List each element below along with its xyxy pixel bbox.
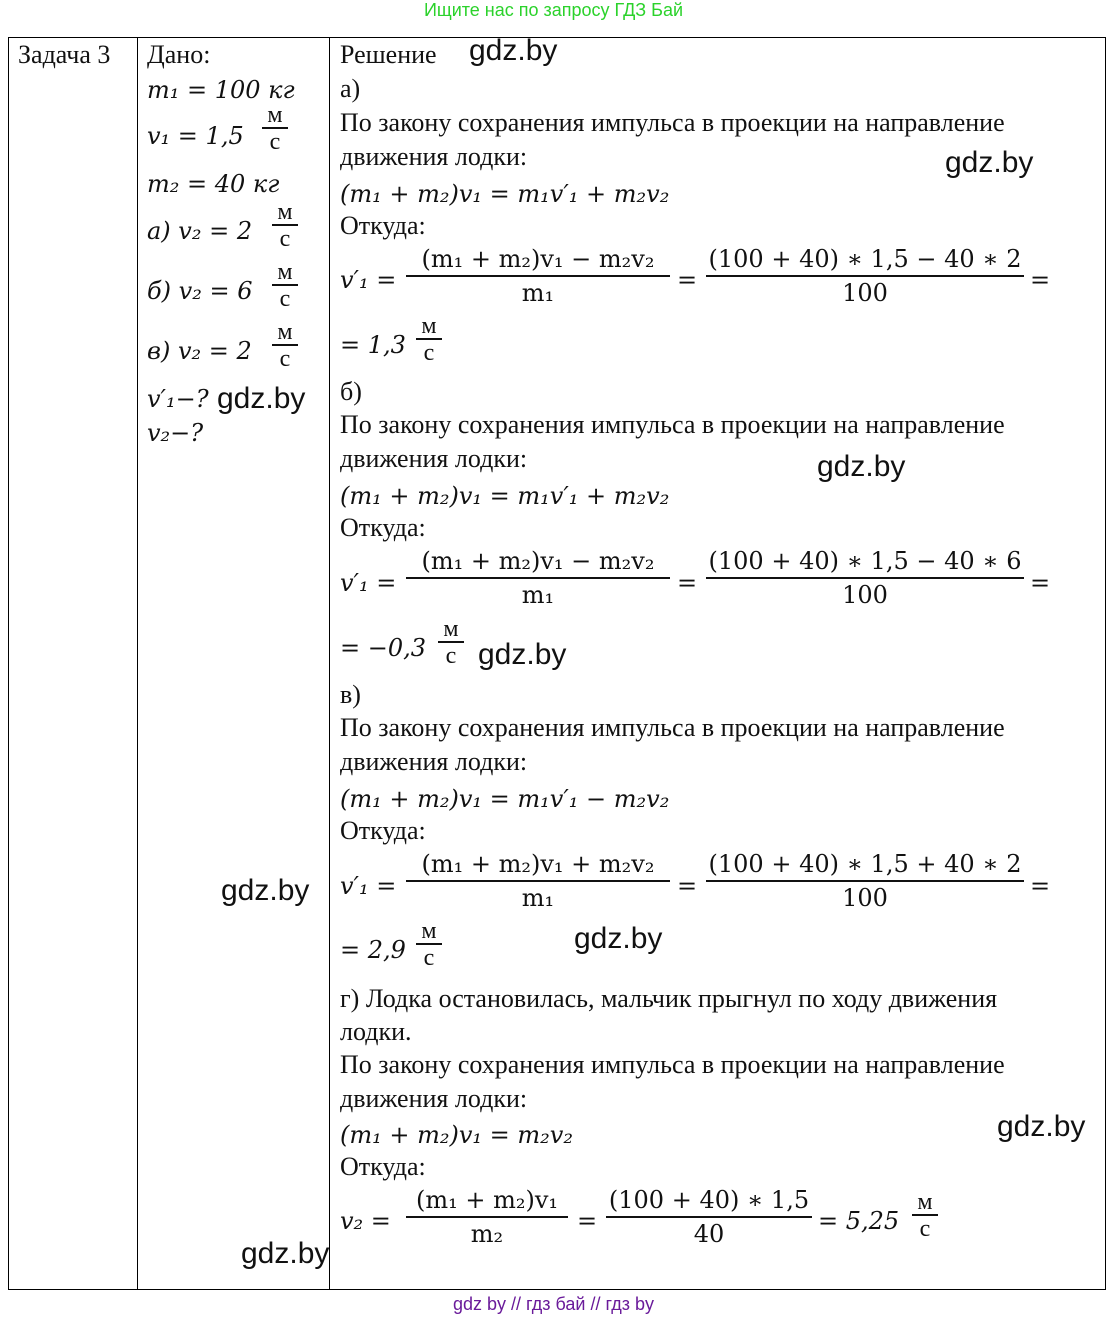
whence-label: Откуда: xyxy=(340,816,426,845)
numeric-fraction: $\frac{(100 + 40) ∗ 1,5 - 40 ∗ 6}{100}$ xyxy=(706,545,1024,611)
unit-fraction: м с xyxy=(272,260,298,312)
momentum-equation: (m₁ + m₂)v₁ = m₁v′₁ + m₂v₂ xyxy=(340,482,670,510)
result-value: = −0,3 xyxy=(340,634,427,662)
given-title: Дано: xyxy=(147,40,211,69)
symbolic-fraction: $\frac{\text{(m₁ + m₂)v₁ − m₂v₂}}{\text{m₁}}$ xyxy=(406,243,670,309)
equals-sign: = xyxy=(577,1207,598,1235)
result-value: = 5,25 xyxy=(818,1207,900,1235)
unit-fraction: м с xyxy=(262,103,288,155)
law-text: движения лодки: xyxy=(340,747,528,776)
result-value: = 2,9 xyxy=(340,936,406,964)
watermark: gdz.by xyxy=(469,34,558,67)
unit-fraction: м с xyxy=(416,919,442,971)
equals-sign: = xyxy=(1030,266,1051,294)
law-text: По закону сохранения импульса в проекции на направление xyxy=(340,108,1005,137)
equals-sign: = xyxy=(677,569,698,597)
task-label: Задача 3 xyxy=(18,40,111,69)
watermark: gdz.by xyxy=(217,382,306,415)
watermark: gdz.by xyxy=(945,146,1034,179)
unit-fraction: м с xyxy=(272,320,298,372)
part-text: лодки. xyxy=(340,1017,412,1046)
equals-sign: = xyxy=(1030,569,1051,597)
given-v2-a: а) v₂ = 2 xyxy=(147,217,253,245)
law-text: движения лодки: xyxy=(340,142,528,171)
symbolic-fraction: $\frac{\text{(m₁ + m₂)v₁ − m₂v₂}}{\text{m₁}}$ xyxy=(406,545,670,611)
whence-label: Откуда: xyxy=(340,211,426,240)
column-divider xyxy=(137,38,138,1289)
formula-lhs: v₂ = xyxy=(340,1207,391,1235)
unit-fraction: м с xyxy=(272,200,298,252)
watermark: gdz.by xyxy=(241,1237,330,1270)
footer-note: gdz by // гдз бай // гдз by xyxy=(452,1294,655,1314)
formula-lhs: v′₁ = xyxy=(340,266,397,294)
unit-fraction: м с xyxy=(416,314,442,366)
numeric-fraction: $\frac{(100 + 40) ∗ 1,5}{40}$ xyxy=(606,1184,812,1250)
momentum-equation: (m₁ + m₂)v₁ = m₂v₂ xyxy=(340,1121,573,1149)
column-divider xyxy=(329,38,330,1289)
formula-lhs: v′₁ = xyxy=(340,872,397,900)
momentum-equation: (m₁ + m₂)v₁ = m₁v′₁ − m₂v₂ xyxy=(340,785,670,813)
equals-sign: = xyxy=(1030,872,1051,900)
part-label: а) xyxy=(340,74,361,103)
solution-title: Решение xyxy=(340,40,437,69)
part-text: г) Лодка остановилась, мальчик прыгнул по ходу движения xyxy=(340,984,998,1013)
given-m2: m₂ = 40 кг xyxy=(147,170,280,198)
equals-sign: = xyxy=(677,872,698,900)
law-text: По закону сохранения импульса в проекции на направление xyxy=(340,713,1005,742)
momentum-equation: (m₁ + m₂)v₁ = m₁v′₁ + m₂v₂ xyxy=(340,180,670,208)
unit-fraction: м с xyxy=(912,1190,938,1242)
law-text: движения лодки: xyxy=(340,444,528,473)
part-label: б) xyxy=(340,377,362,406)
law-text: По закону сохранения импульса в проекции на направление xyxy=(340,1050,1005,1079)
unit-fraction: м с xyxy=(438,617,464,669)
watermark: gdz.by xyxy=(574,922,663,955)
law-text: По закону сохранения импульса в проекции на направление xyxy=(340,410,1005,439)
equals-sign: = xyxy=(677,266,698,294)
result-value: = 1,3 xyxy=(340,331,406,359)
symbolic-fraction: $\frac{\text{(m₁ + m₂)v₁}}{\text{m₂}}$ xyxy=(406,1184,568,1250)
watermark: gdz.by xyxy=(817,450,906,483)
law-text: движения лодки: xyxy=(340,1084,528,1113)
given-find-v1: v′₁−? xyxy=(147,385,209,413)
given-v2-c: в) v₂ = 2 xyxy=(147,337,252,365)
watermark: gdz.by xyxy=(478,638,567,671)
given-find-v2: v₂−? xyxy=(147,419,204,447)
watermark: gdz.by xyxy=(221,874,310,907)
formula-lhs: v′₁ = xyxy=(340,569,397,597)
watermark: gdz.by xyxy=(997,1110,1086,1143)
numeric-fraction: $\frac{(100 + 40) ∗ 1,5 - 40 ∗ 2}{100}$ xyxy=(706,243,1024,309)
given-m1: m₁ = 100 кг xyxy=(147,76,295,104)
part-label: в) xyxy=(340,680,361,709)
whence-label: Откуда: xyxy=(340,1152,426,1181)
numeric-fraction: $\frac{(100 + 40) ∗ 1,5 + 40 ∗ 2}{100}$ xyxy=(706,848,1024,914)
whence-label: Откуда: xyxy=(340,513,426,542)
given-v1: v₁ = 1,5 xyxy=(147,122,244,150)
header-note: Ищите нас по запросу ГДЗ Бай xyxy=(423,0,684,20)
symbolic-fraction: $\frac{\text{(m₁ + m₂)v₁ + m₂v₂}}{\text{m₁}}$ xyxy=(406,848,670,914)
given-v2-b: б) v₂ = 6 xyxy=(147,277,253,305)
